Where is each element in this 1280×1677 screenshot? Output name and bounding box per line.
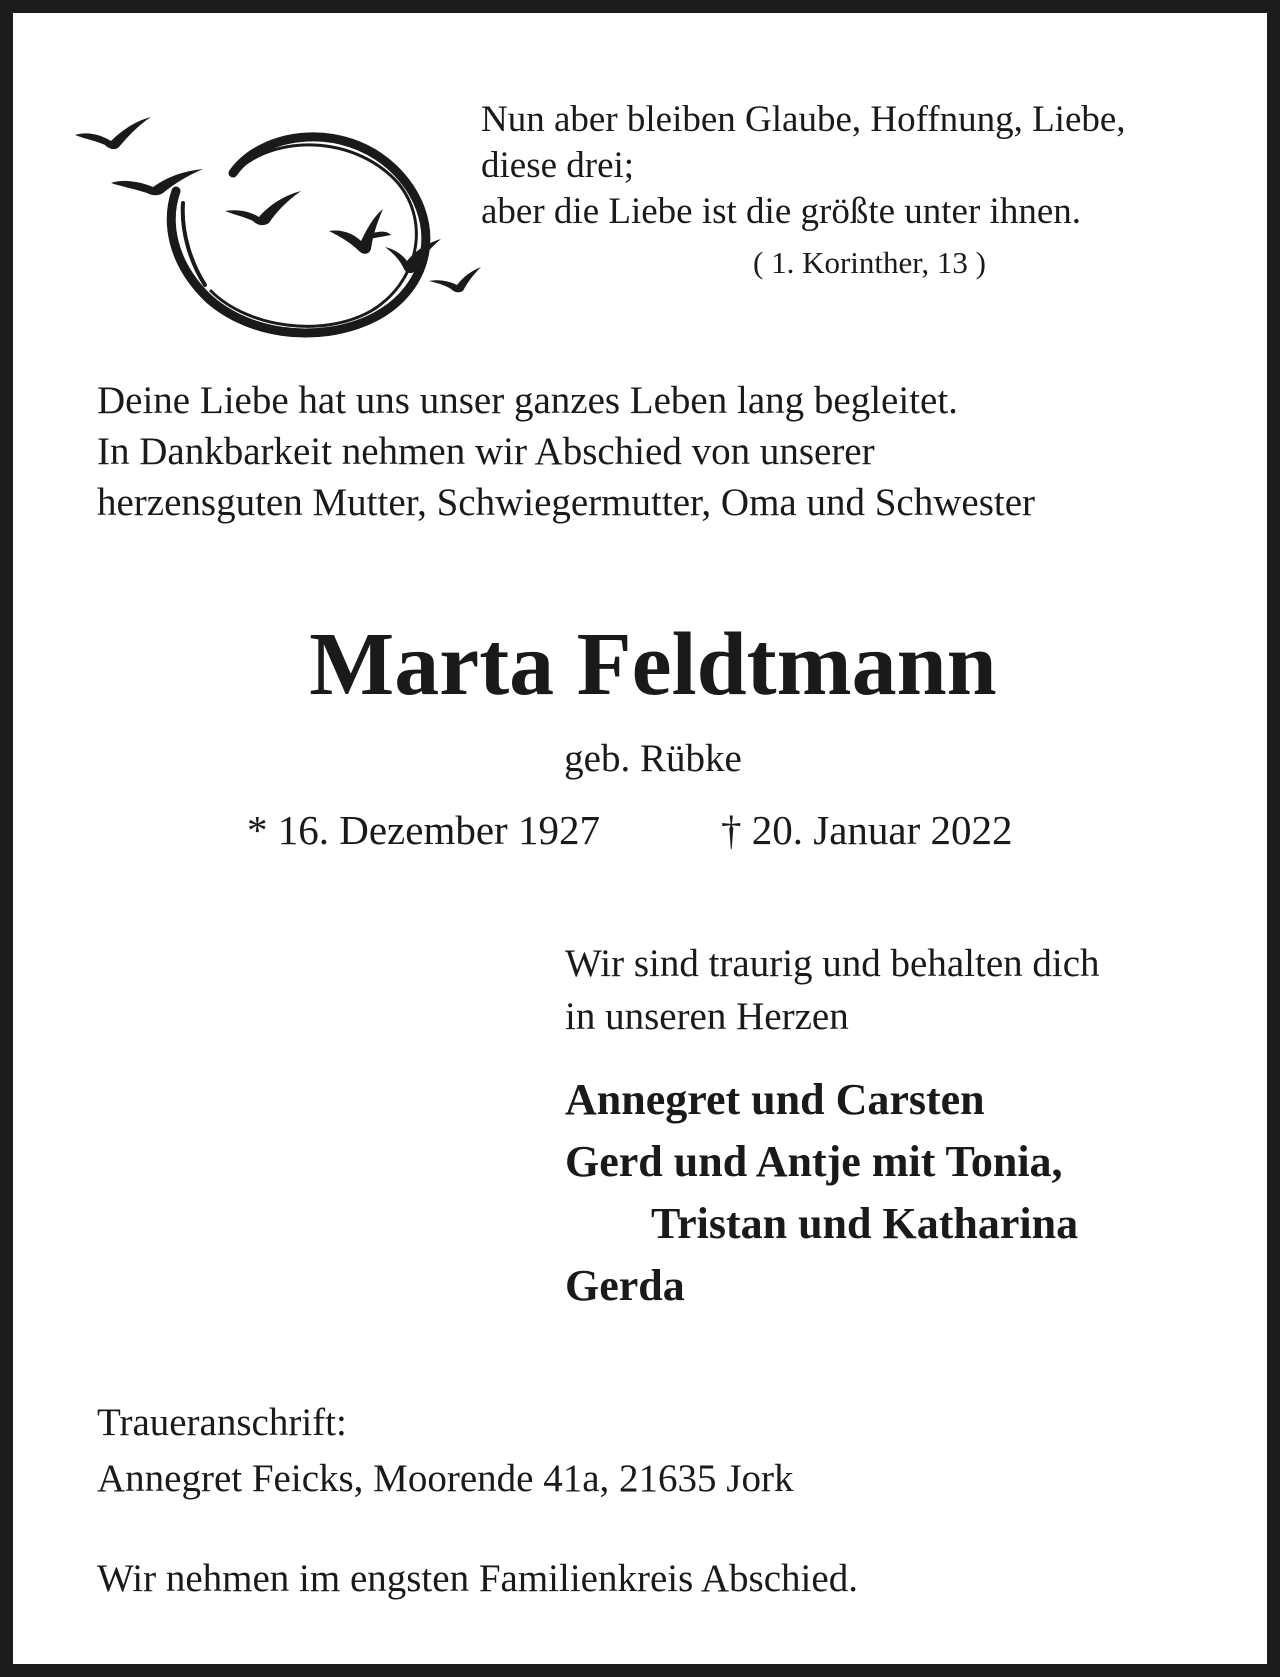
bible-quote [481, 97, 1241, 283]
family-line: Gerd und Antje mit Tonia, [565, 1137, 1063, 1186]
family-line: Gerda [565, 1261, 685, 1310]
intro-line: herzensguten Mutter, Schwiegermutter, Oma und Schwester [97, 481, 1036, 524]
family-names [565, 1069, 1265, 1317]
family-line: Annegret und Carsten [565, 1075, 985, 1124]
quote-reference: ( 1. Korinther, 13 ) [753, 245, 986, 280]
address-label: Traueranschrift: [97, 1401, 347, 1444]
closing-note: Wir nehmen im engsten Familienkreis Abschied. [97, 1557, 858, 1600]
address-value: Annegret Feicks, Moorende 41a, 21635 Jork [97, 1457, 794, 1500]
mourning-line: in unseren Herzen [565, 995, 849, 1038]
quote-line: Nun aber bleiben Glaube, Hoffnung, Liebe, [481, 99, 1126, 140]
quote-line: aber die Liebe ist die größte unter ihnen. [481, 191, 1082, 232]
mourning-text [565, 937, 1265, 1043]
intro-text [97, 375, 1237, 528]
mourning-address [97, 1395, 1237, 1507]
family-line: Tristan und Katharina [651, 1199, 1079, 1248]
intro-line: Deine Liebe hat uns unser ganzes Leben lang begleitet. [97, 379, 958, 422]
quote-line: diese drei; [481, 145, 635, 186]
mourning-line: Wir sind traurig und behalten dich [565, 942, 1100, 985]
deceased-name: Marta Feldtmann [309, 615, 997, 714]
birth-date: * 16. Dezember 1927 [247, 807, 600, 853]
death-date: † 20. Januar 2022 [721, 807, 1013, 853]
maiden-name: geb. Rübke [564, 737, 742, 780]
moon-with-birds-icon [73, 113, 523, 343]
intro-line: In Dankbarkeit nehmen wir Abschied von unserer [97, 430, 875, 473]
